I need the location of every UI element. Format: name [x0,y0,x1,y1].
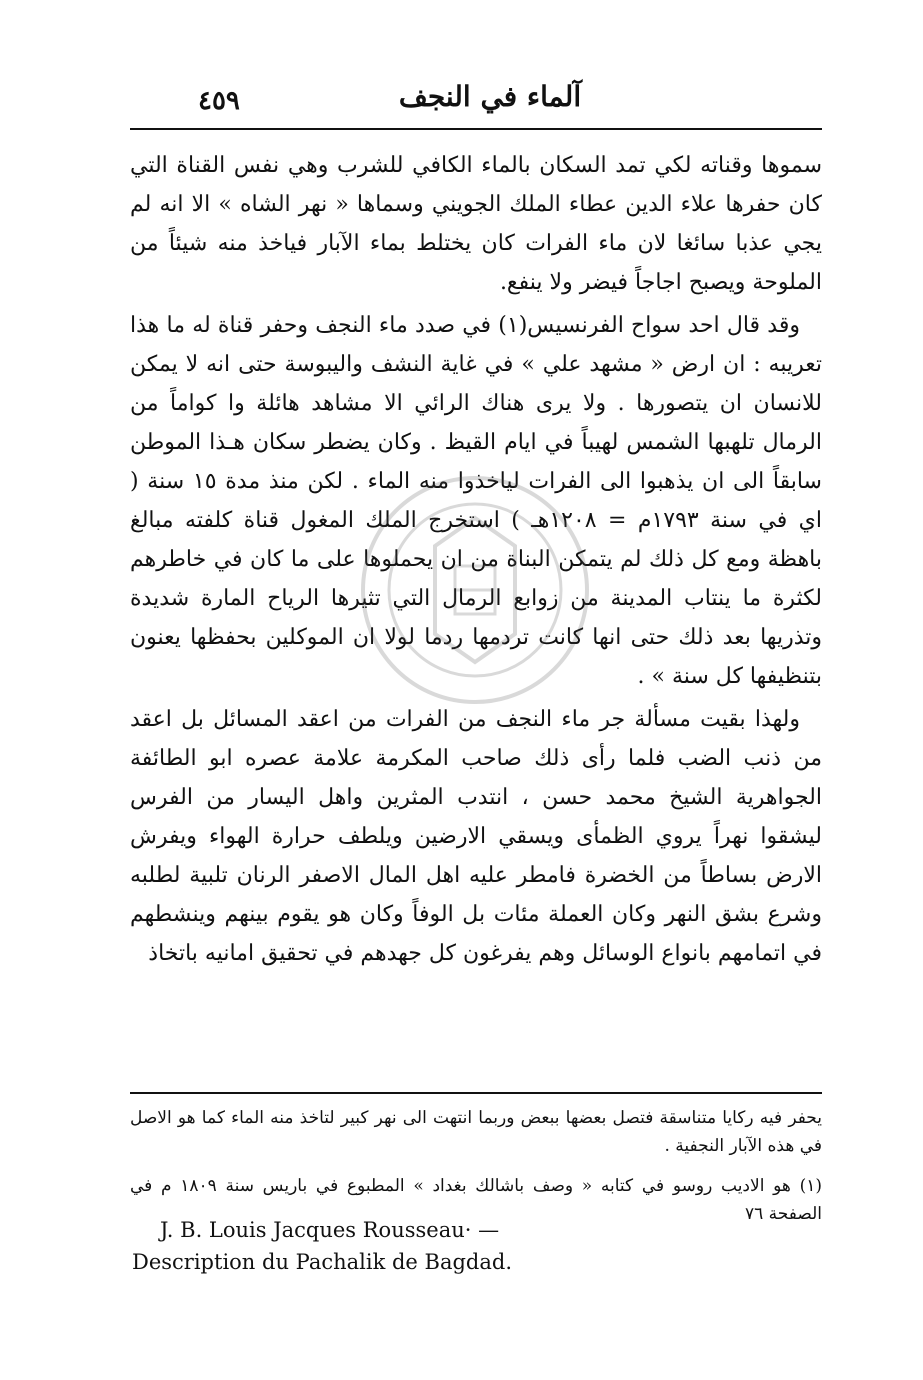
paragraph-2: وقد قال احد سواح الفرنسيس(١) في صدد ماء النجف وحفر قناة له ما هذا تعريبه : ان ارض « مشهد علي » في غاية النشف واليبوسة حتى انه لا يمكن للانسان ان يتصورها . ولا يرى هناك الرائي الا مشاهد هائلة وا كواماً من الرمال تلهبها الشمس لهيباً في ايام القيظ . وكان يضطر سكان هـذا الموطن سابقاً الى ان يذهبوا الى الفرات لياخذوا منه الماء . لكن منذ مدة ١٥ سنة ( اي في سنة ١٧٩٣م = ١٢٠٨هـ ) استخرج الملك المغول قناة كلفته مبالغ باهظة ومع كل ذلك لم يتمكن البناة من ان يحملوها على ما كان في خاطرهم لكثرة ما ينتاب المدينة من زوابع الرمال التي تثيرها الرياح المارة شديدة وتذريها بعد ذلك حتى انها كانت تردمها ردما لولا ان الموكلين بحفظها يعنون بتنظيفها كل سنة » . [130,313,822,689]
footnote-latin-author: J. B. Louis Jacques Rousseau· — [160,1218,500,1242]
header-rule [130,128,822,130]
page-header [140,78,820,122]
page-number: ٤٥٩ [198,86,240,116]
footnote-continuation: يحفر فيه ركايا متناسقة فتصل بعضها ببعض وربما انتهت الى نهر كبير لتاخذ منه الماء كما هو الاصل في هذه الآبار النجفية . [130,1108,822,1156]
paragraph-1: سموها وقناته لكي تمد السكان بالماء الكافي للشرب وهي نفس القناة التي كان حفرها علاء الدين عطاء الملك الجويني وسماها « نهر الشاه » الا انه لم يجي عذبا سائغا لان ماء الفرات كان يختلط بماء الآبار فياخذ منه شيئاً من الملوحة ويصبح اجاجاً فيضر ولا ينفع. [130,153,822,295]
footnotes [130,1104,822,1228]
footnote-rule [130,1092,822,1094]
library-seal-icon [355,470,595,710]
footnote-latin-title: Description du Pachalik de Bagdad. [132,1250,513,1274]
running-title: آلماء في النجف [398,80,582,113]
paragraph-3: ولهذا بقيت مسألة جر ماء النجف من الفرات من اعقد المسائل بل اعقد من ذنب الضب فلما رأى ذلك صاحب المكرمة علامة عصره ابو الطائفة الجواهرية الشيخ محمد حسن ، انتدب المثرين واهل اليسار من الفرس ليشقوا نهراً يروي الظمأى ويسقي الارضين ويلطف حرارة الهواء ويفرش الارض بساطاً من الخضرة فامطر عليه اهل المال الاصفر الرنان تلبية لطلبه وشرع بشق النهر وكان العملة مئات بل الوفاً وكان هو يقوم بينهم وينشطهم في اتمامهم بانواع الوسائل وهم يفرغون كل جهدهم في تحقيق امانيه باتخاذ [130,707,822,966]
footnote-1: (١) هو الاديب روسو في كتابه « وصف باشالك بغداد » المطبوع في باريس سنة ١٨٠٩ م في الصفحة ٧٦ [130,1176,822,1224]
